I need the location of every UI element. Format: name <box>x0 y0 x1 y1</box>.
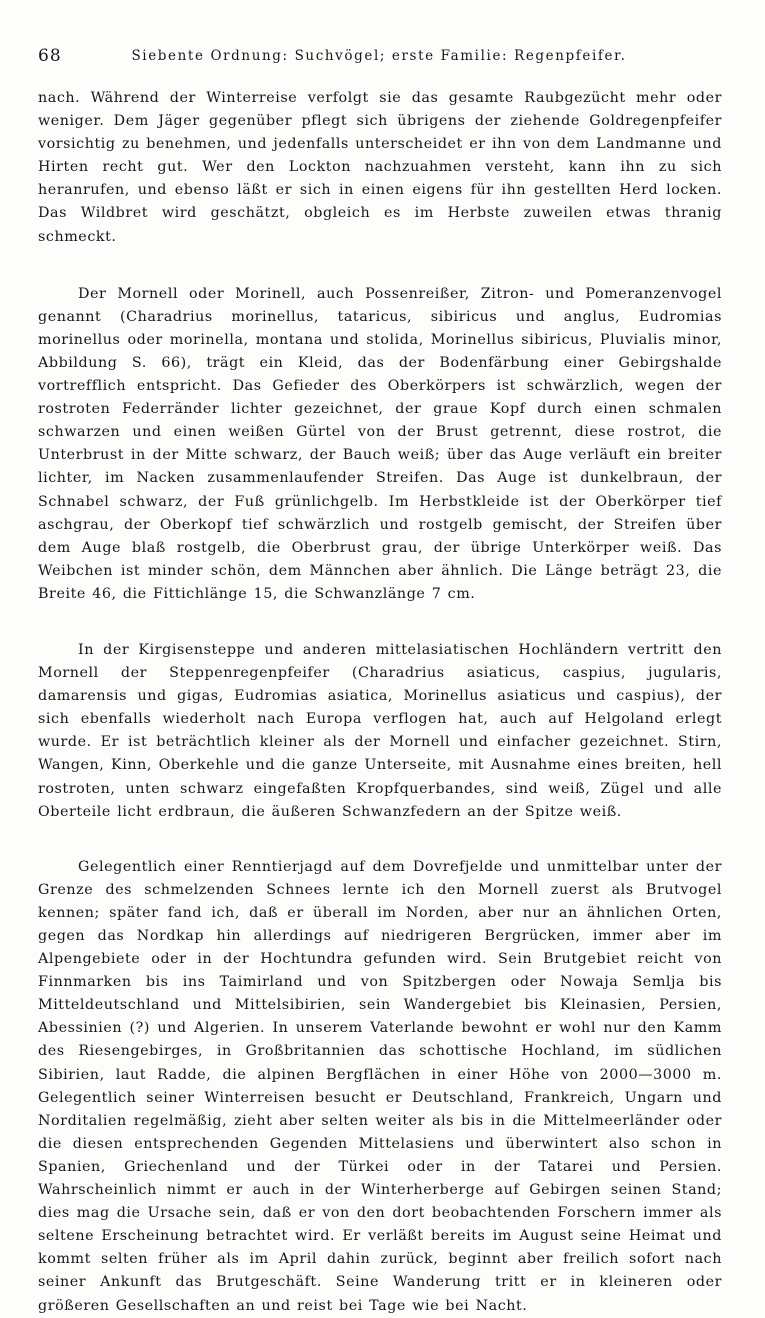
paragraph-distribution: Gelegentlich einer Renntierjagd auf dem Dovrefjelde und unmittelbar unter der Grenze des schmelzenden Schnees lernte ich den Mornell zuerst als Brutvogel kennen; später fand ich, daß er überall im Norden, aber nur an ähnlichen Orten, gegen das Nordkap hin allerdings auf niedrigeren Bergrücken, immer aber im Alpengebiete oder in der Hochtundra gefunden wird. Sein Brutgebiet reicht von Finnmarken bis ins Taimirland und von Spitzbergen oder Nowaja Semlja bis Mitteldeutschland und Mittelsibirien, sein Wandergebiet bis Kleinasien, Persien, Abessinien (?) und Algerien. In unserem Vaterlande bewohnt er wohl nur den Kamm des Riesengebirges, in Großbritannien das schottische Hochland, im südlichen Sibirien, laut Radde, die alpinen Bergflächen in einer Höhe von 2000—3000 m. Gelegentlich seiner Winterreisen besucht er Deutschland, Frankreich, Ungarn und Norditalien regelmäßig, zieht aber selten weiter als bis in die Mittelmeerländer oder die diesen entsprechenden Gegenden Mittelasiens und überwintert also schon in Spanien, Griechenland und der Türkei oder in der Tatarei und Persien. Wahrscheinlich nimmt er auch in der Winterherberge auf Gebirgen seinen Stand; dies mag die Ursache sein, daß er von den dort beobachtenden Forschern immer als seltene Erscheinung betrachtet wird. Er verläßt bereits im August seine Heimat und kommt selten früher als im April dahin zurück, beginnt aber freilich sofort nach seiner Ankunft das Brutgeschäft. Seine Wanderung tritt er in kleineren oder größeren Gesellschaften an und reist bei Tage wie bei Nacht. <box>38 858 722 1314</box>
paragraph-gap <box>38 824 722 856</box>
paragraph-continuation: nach. Während der Winterreise verfolgt sie das gesamte Raubgezücht mehr oder weniger. Dem Jäger gegenüber pflegt sich übrigens der ziehende Goldregenpfeifer vorsichtig zu benehmen, und jedenfalls unterscheidet er ihn von dem Landmanne und Hirten recht gut. Wer den Lockton nachzuahmen versteht, kann ihn zu sich heranrufen, und ebenso läßt er sich in einen eigens für ihn gestellten Herd locken. Das Wildbret wird geschätzt, obgleich es im Herbste zuweilen etwas thranig schmeckt. <box>38 90 722 245</box>
paragraph-gap <box>38 249 722 283</box>
paragraph-gap <box>38 606 722 639</box>
running-head: Siebente Ordnung: Suchvögel; erste Familie: Regenpfeifer. <box>131 48 627 64</box>
page-number: 68 <box>38 46 62 66</box>
paragraph-mornell-description: Der Mornell oder Morinell, auch Possenreißer, Zitron- und Pomeranzenvogel genannt (Charadrius morinellus, tataricus, sibiricus und anglus, Eudromias morinellus oder morinella, montana und stolida, Morinellus sibiricus, Pluvialis minor, Abbildung S. 66), trägt ein Kleid, das der Bodenfärbung einer Gebirgshalde vortrefflich entspricht. Das Gefieder des Oberkörpers ist schwärzlich, wegen der rostroten Federränder lichter gezeichnet, der graue Kopf durch einen schmalen schwarzen und einen weißen Gürtel von der Brust getrennt, diese rostrot, die Unterbrust in der Mitte schwarz, der Bauch weiß; über das Auge verläuft ein breiter lichter, im Nacken zusammenlaufender Streifen. Das Auge ist dunkelbraun, der Schnabel schwarz, der Fuß grünlichgelb. Im Herbstkleide ist der Oberkörper tief aschgrau, der Oberkopf tief schwärzlich und rostgelb gemischt, der Streifen über dem Auge blaß rostgelb, die Oberbrust grau, der übrige Unterkörper weiß. Das Weibchen ist minder schön, dem Männchen aber ähnlich. Die Länge beträgt 23, die Breite 46, die Fittichlänge 15, die Schwanzlänge 7 cm. <box>38 285 722 602</box>
page-header <box>38 46 720 74</box>
page-body <box>38 87 722 1318</box>
paragraph-steppenregenpfeifer: In der Kirgisensteppe und anderen mittelasiatischen Hochländern vertritt den Mornell der Steppenregenpfeifer (Charadrius asiaticus, caspius, jugularis, damarensis und gigas, Eudromias asiatica, Morinellus asiaticus und caspius), der sich ebenfalls wiederholt nach Europa verflogen hat, auch auf Helgoland erlegt wurde. Er ist beträchtlich kleiner als der Mornell und einfacher gezeichnet. Stirn, Wangen, Kinn, Oberkehle und die ganze Unterseite, mit Ausnahme eines breiten, hell rostroten, unten schwarz eingefaßten Kropfquerbandes, sind weiß, Zügel und alle Oberteile licht erdbraun, die äußeren Schwanzfedern an der Spitze weiß. <box>38 641 722 820</box>
